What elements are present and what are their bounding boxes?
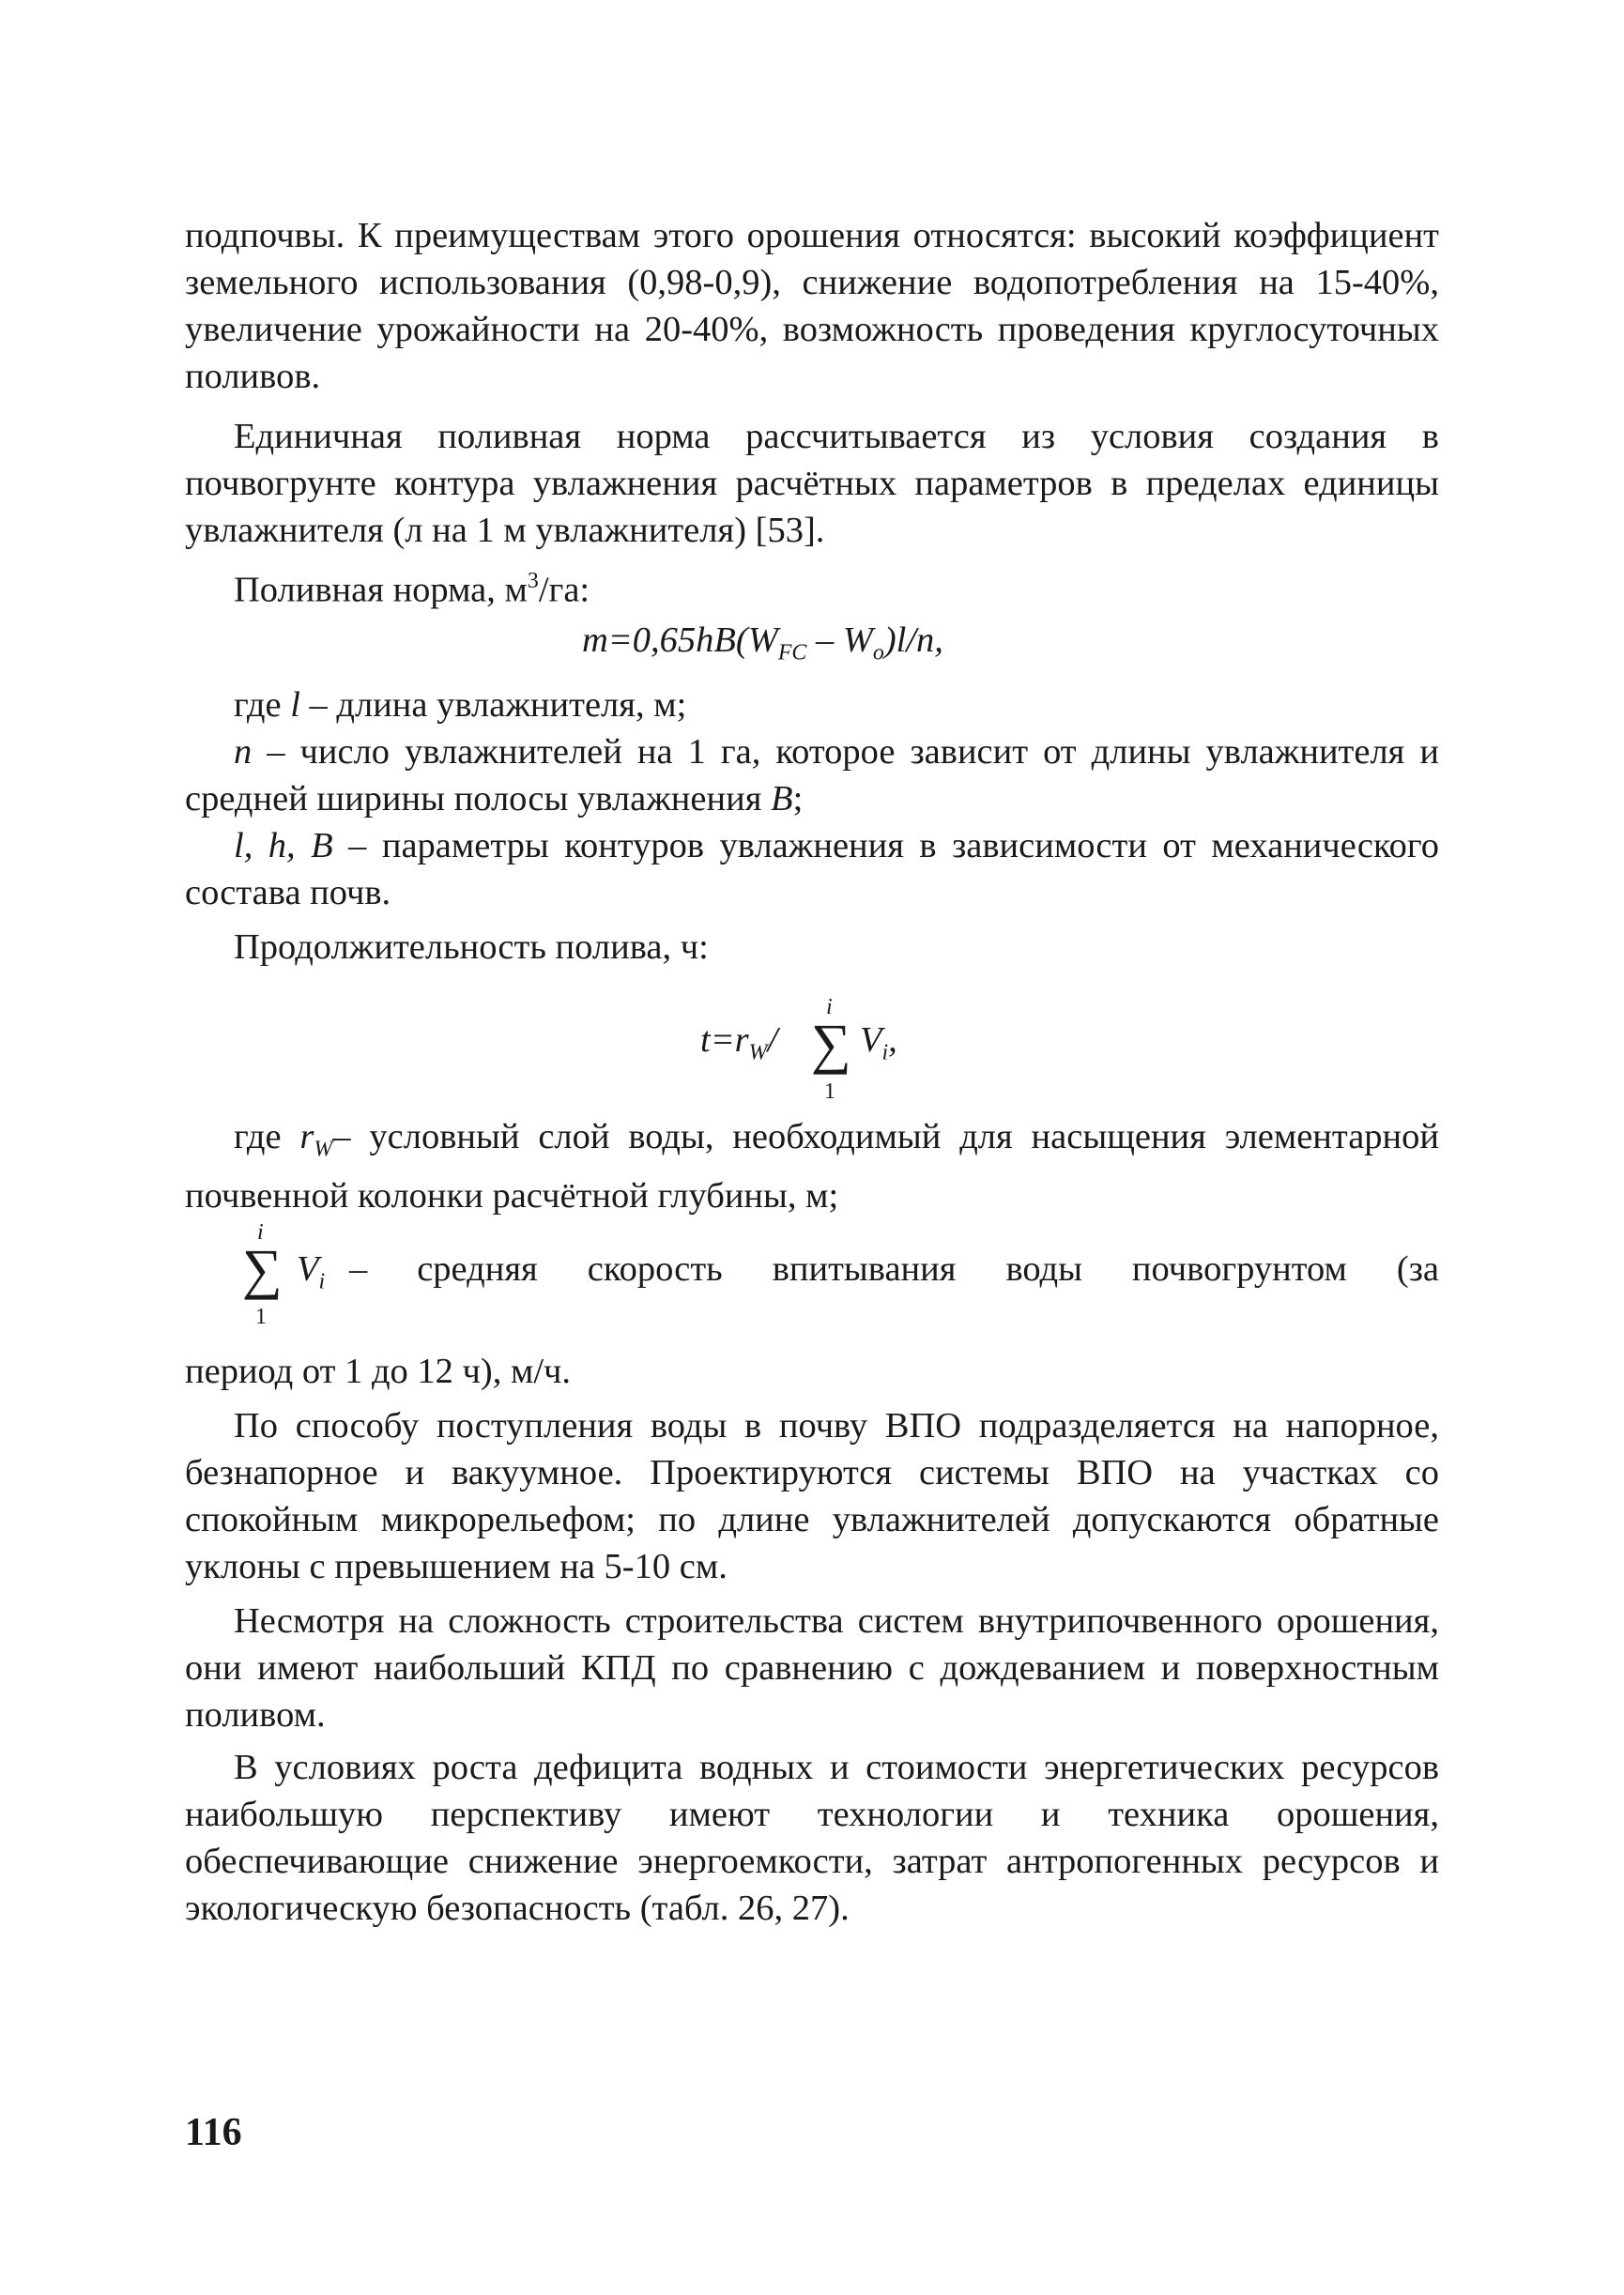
legend-lhb: l, h, B – параметры контуров увлажнения в зависимости от механического состава почв. (185, 826, 1439, 912)
sigma-icon: ∑ (242, 1238, 283, 1300)
duration-label-line (185, 924, 1439, 971)
paragraph-unit-norm (185, 413, 1439, 554)
formula-duration: $t=r_W/$ (700, 1020, 778, 1065)
legend-l: где l – длина увлажнителя, м; (234, 685, 687, 725)
formula-irrigation-norm: $m=0,65hB(W_{FC} - W_o)l/n$, (582, 620, 943, 666)
paragraph-text: В условиях роста дефицита водных и стоимости энергетических ресурсов наибольшую перспективу имеют технологии и техника орошения, обеспечивающие снижение энергоемкости, затрат антропогенных ресурсов и экологическую безопасность (табл. 26, 27). (185, 1748, 1439, 1928)
paragraph-supply-method (185, 1402, 1439, 1590)
paragraph-perspective (185, 1744, 1439, 1932)
formula2-legend-rw: где $r_W-$ условный слой воды, необходимый для насыщения элементарной почвенной колонки расчётной глубины, м; (185, 1117, 1439, 1216)
formula-duration-term: $V_i$, (860, 1020, 897, 1065)
sigma-icon: ∑ (811, 1013, 851, 1075)
sum-definition-text: – средняя скорость впитывания воды почвогрунтом (за (349, 1249, 1439, 1289)
page-number: 116 (185, 2111, 242, 2154)
formula1-legend (185, 681, 1439, 916)
paragraph-text: подпочвы. К преимуществам этого орошения относятся: высокий коэффициент земельного использования (0,98-0,9), снижение водопотребления на 15-40%, увеличение урожайности на 20-40%, возможность проведения круглосуточных поливов. (185, 216, 1439, 396)
paragraph-text: По способу поступления воды в почву ВПО подразделяется на напорное, безнапорное и вакуумное. Проектируются системы ВПО на участках со спокойным микрорельефом; по длине увлажнителей допускаются обратные уклоны с превышением на 5-10 см. (185, 1406, 1439, 1586)
norm-label-line (185, 558, 1439, 613)
paragraph-text: Несмотря на сложность строительства систем внутрипочвенного орошения, они имеют наибольший КПД по сравнению с дождеванием и поверхностным поливом. (185, 1601, 1439, 1735)
norm-label-sup: 3 (527, 569, 539, 593)
sum-symbol-2: i ∑ 1 (242, 1220, 283, 1329)
norm-label-end: /га: (538, 570, 590, 610)
paragraph-advantages (185, 212, 1439, 400)
legend-n: n – число увлажнителей на 1 га, которое зависит от длины увлажнителя и средней ширины полосы увлажнения B; (185, 732, 1439, 819)
sum-definition-line: $V_i$ (297, 1249, 326, 1294)
sum-definition-continuation: период от 1 до 12 ч), м/ч. (185, 1352, 572, 1391)
norm-label: Поливная норма, м (234, 570, 528, 610)
paragraph-text: Единичная поливная норма рассчитывается из условия создания в почвогрунте контура увлажнения расчётных параметров в пределах единицы увлажнителя (л на 1 м увлажнителя) [53]. (185, 417, 1439, 550)
duration-label: Продолжительность полива, ч: (234, 927, 709, 967)
paragraph-efficiency (185, 1598, 1439, 1738)
sum-symbol-1: i ∑ 1 (811, 995, 851, 1104)
